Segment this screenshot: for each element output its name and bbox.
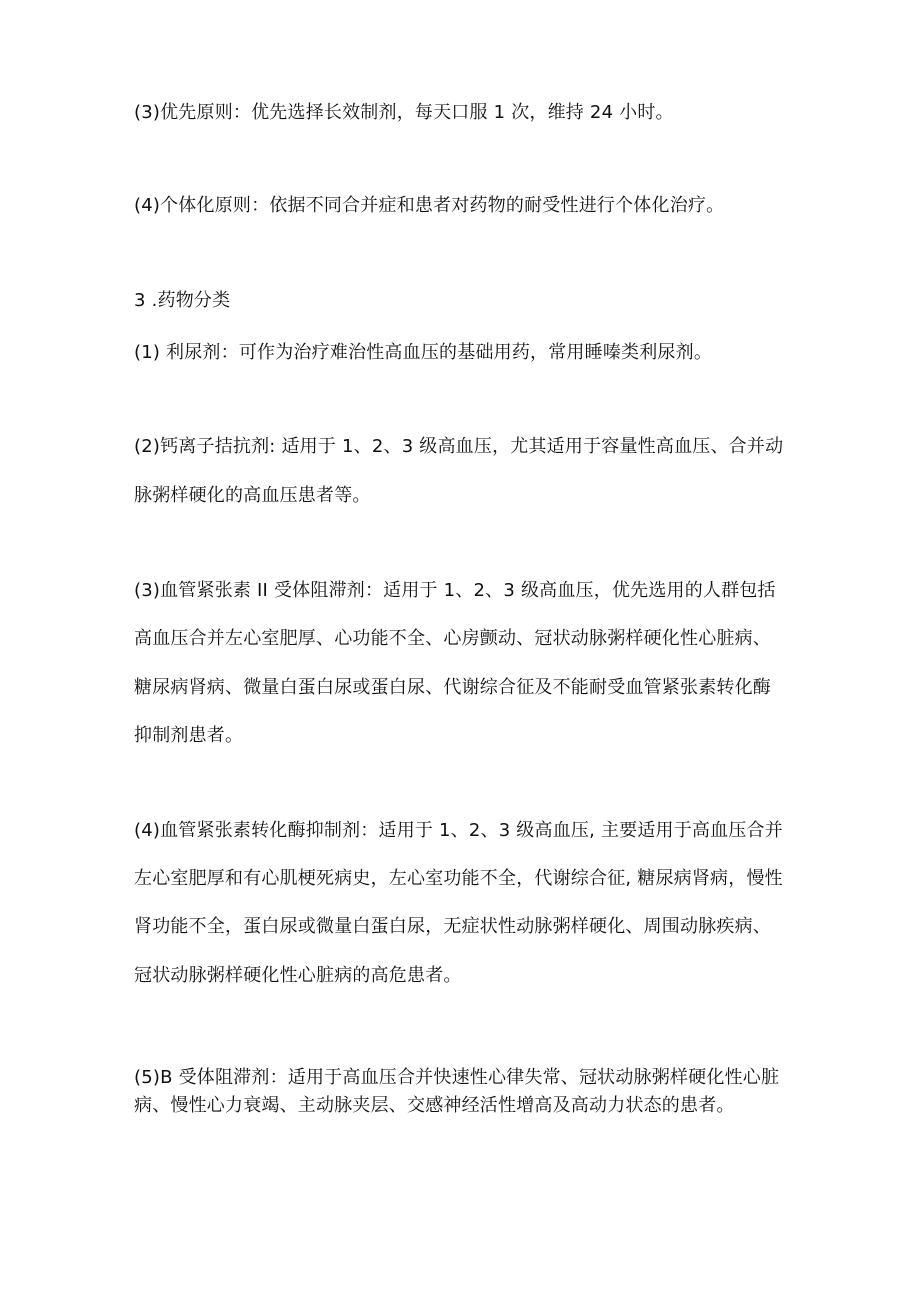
paragraph-ccb-line-2: 脉粥样硬化的高血压患者等。 [134, 485, 371, 506]
paragraph-arb-line-4: 抑制剂患者。 [134, 725, 244, 746]
section-heading-drug-classification: 3 .药物分类 [134, 290, 231, 311]
paragraph-beta-blockers-line-2: 病、慢性心力衰竭、主动脉夹层、交感神经活性增高及高动力状态的患者。 [134, 1095, 735, 1116]
paragraph-principle-3-line-1: (3)优先原则：优先选择长效制剂，每天口服 1 次，维持 24 小时。 [134, 102, 674, 123]
paragraph-arb-line-3: 糖尿病肾病、微量白蛋白尿或蛋白尿、代谢综合征及不能耐受血管紧张素转化酶 [134, 677, 771, 698]
paragraph-ccb-line-1: (2)钙离子拮抗剂: 适用于 1、2、3 级高血压，尤其适用于容量性高血压、合并动 [134, 436, 784, 457]
paragraph-arb-line-1: (3)血管紧张素 II 受体阻滞剂：适用于 1、2、3 级高血压，优先选用的人群包括 [134, 580, 776, 601]
paragraph-arb-line-2: 高血压合并左心室肥厚、心功能不全、心房颤动、冠状动脉粥样硬化性心脏病、 [134, 628, 771, 649]
paragraph-acei-line-4: 冠状动脉粥样硬化性心脏病的高危患者。 [134, 965, 462, 986]
paragraph-beta-blockers-line-1: (5)B 受体阻滞剂：适用于高血压合并快速性心律失常、冠状动脉粥样硬化性心脏 [134, 1067, 780, 1088]
paragraph-acei-line-3: 肾功能不全，蛋白尿或微量白蛋白尿，无症状性动脉粥样硬化、周围动脉疾病、 [134, 916, 771, 937]
paragraph-principle-4-line-1: (4)个体化原则：依据不同合并症和患者对药物的耐受性进行个体化治疗。 [134, 195, 725, 216]
paragraph-diuretics-line-1: (1) 利尿剂：可作为治疗难治性高血压的基础用药，常用睡嗪类利尿剂。 [134, 342, 713, 363]
paragraph-acei-line-1: (4)血管紧张素转化酶抑制剂：适用于 1、2、3 级高血压, 主要适用于高血压合并 [134, 820, 783, 841]
paragraph-acei-line-2: 左心室肥厚和有心肌梗死病史，左心室功能不全，代谢综合征, 糖尿病肾病，慢性 [134, 868, 783, 889]
